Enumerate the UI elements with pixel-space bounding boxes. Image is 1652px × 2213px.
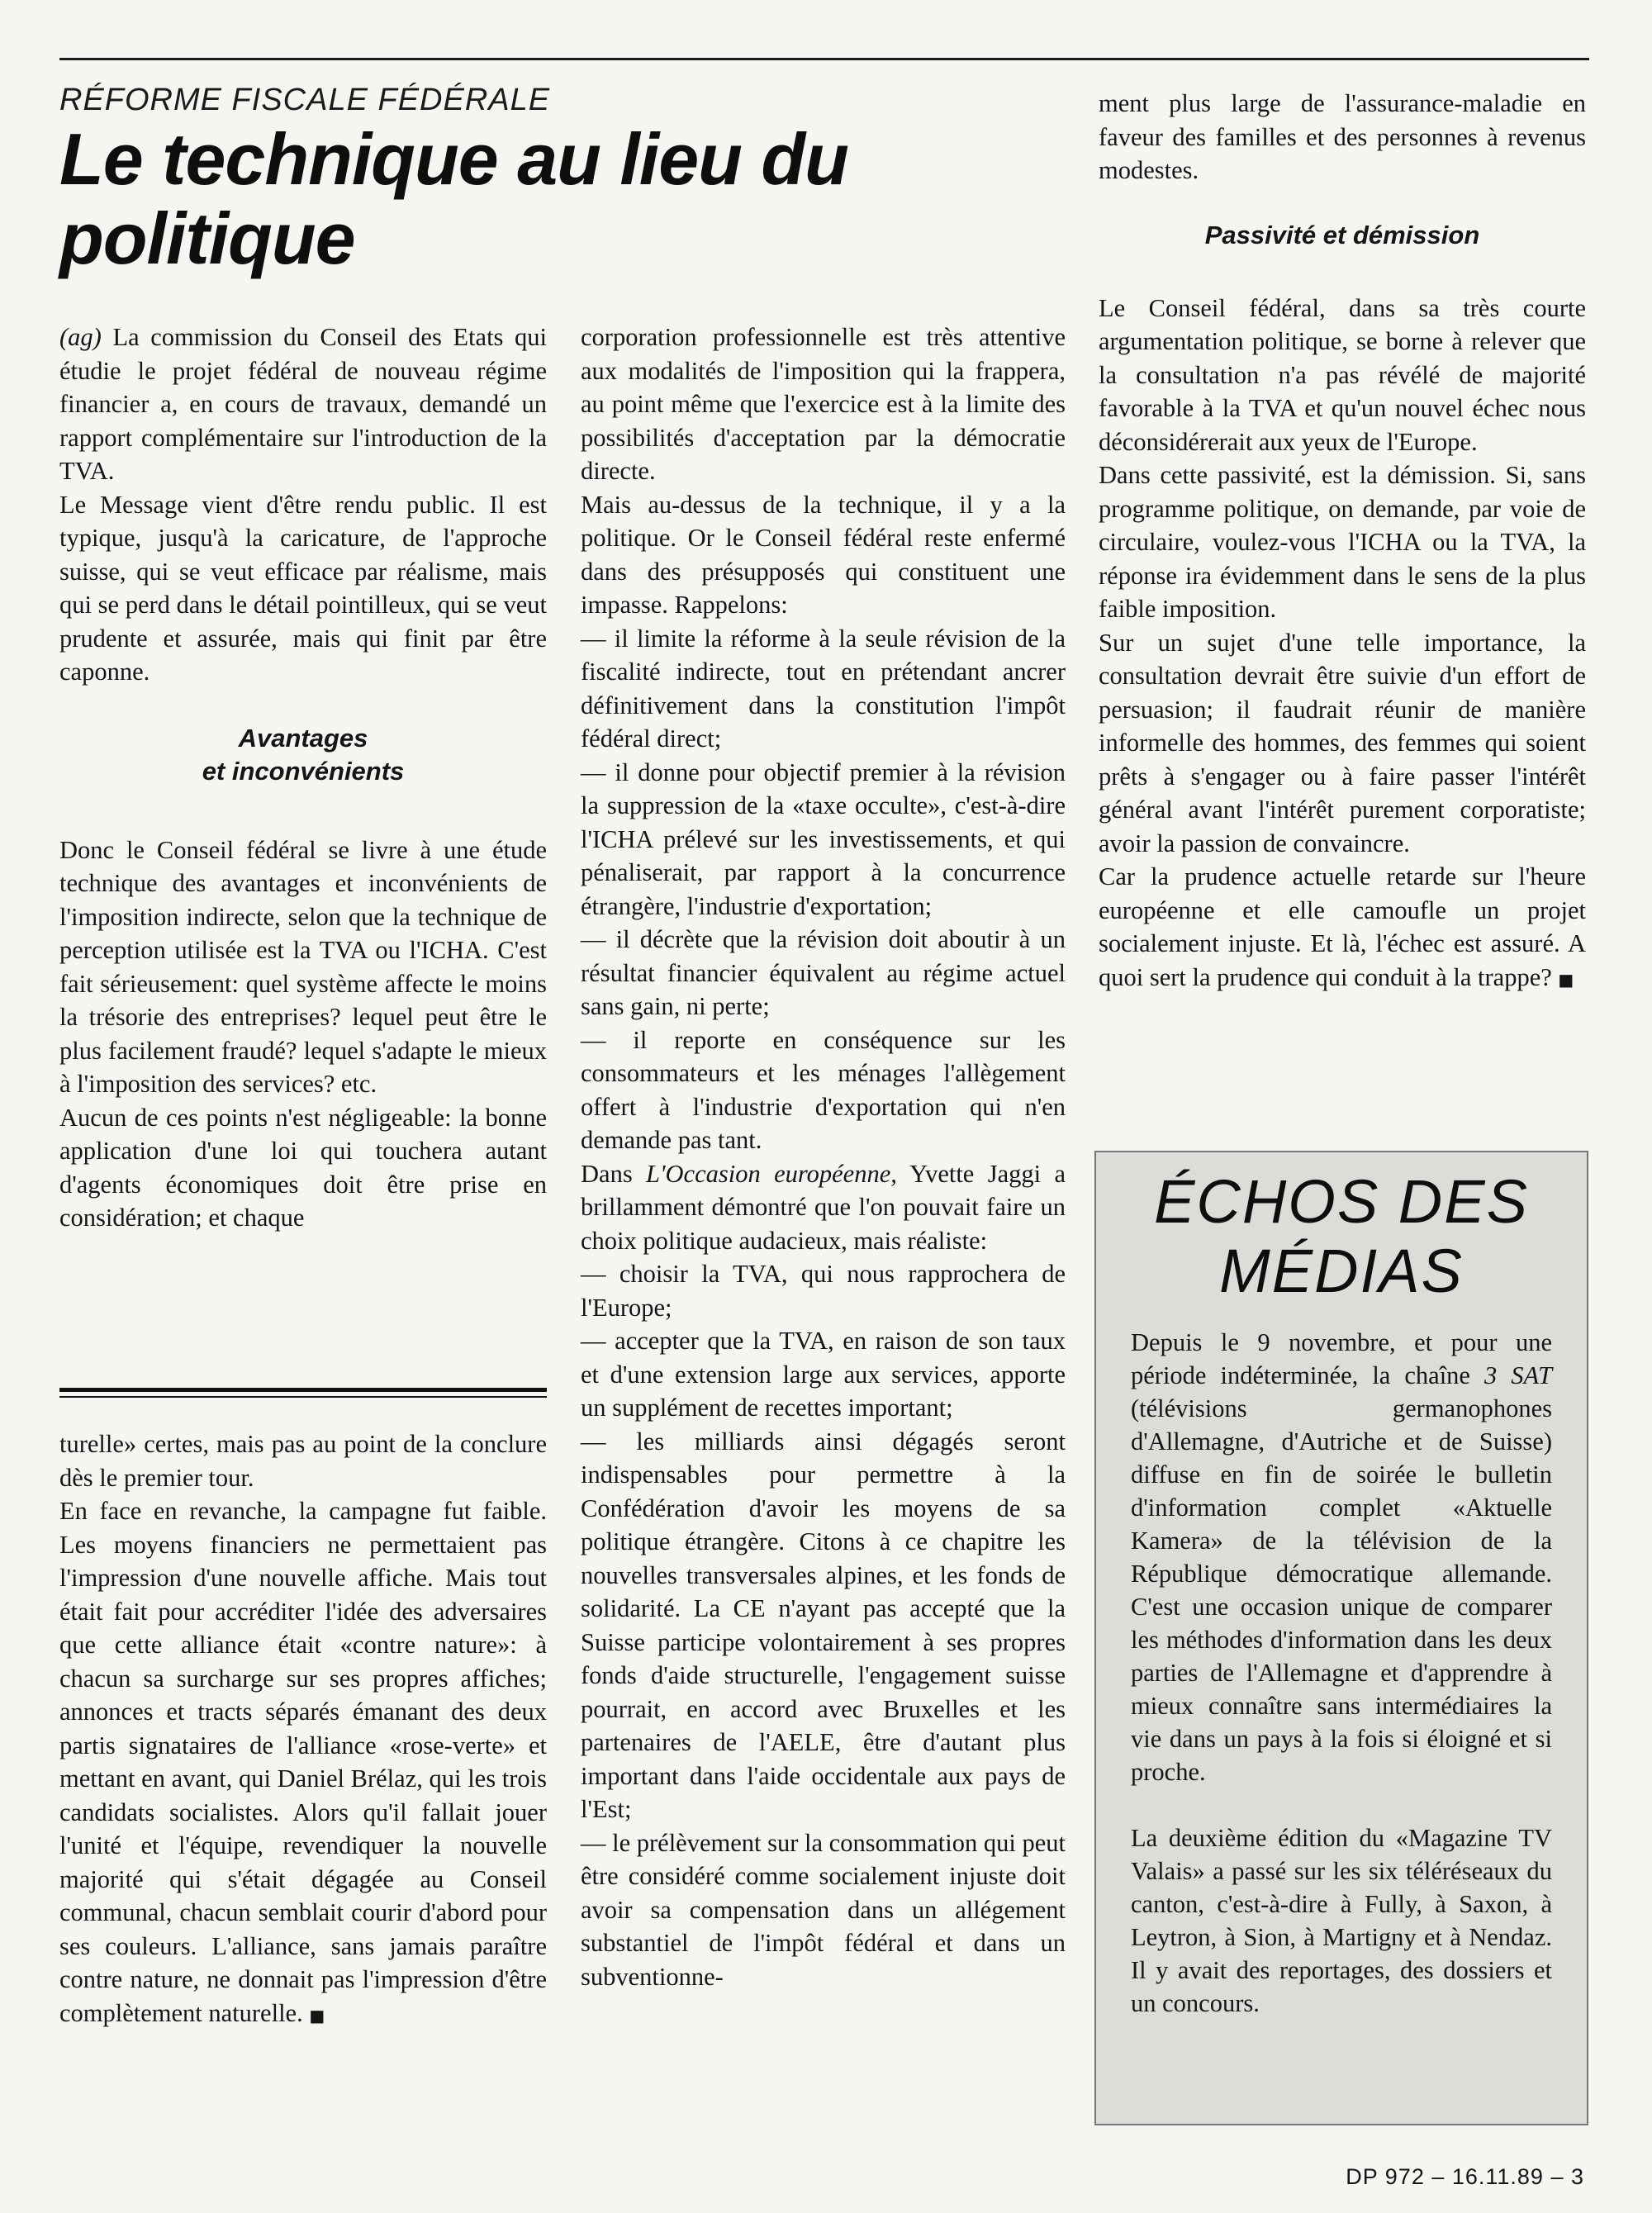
paragraph: La deuxième édition du «Magazine TV Valais» a passé sur les six téléréseaux du canton, c'est-à-dire à Fully, à Saxon, à Leytron, à Sion, à Martigny et à Nendaz. Il y avait des reportages, des dossiers et un concours. [1131,1824,1552,2017]
paragraph-text: La commission du Conseil des Etats qui étudie le projet fédéral de nouveau régime financier a, en cours de travaux, demandé un rapport complémentaire sur l'introduction de la TVA. [59,323,547,485]
top-rule [59,58,1589,60]
media-echoes-box [1094,1151,1588,2125]
subhead-avantages: Avantages et inconvénients [202,723,405,786]
paragraph: corporation professionnelle est très attentive aux modalités de l'imposition qui la frappera, au point même que l'exercice est à la limite des possibilités d'acceptation par la démocratie directe. [581,323,1066,485]
list-item: — choisir la TVA, qui nous rapprochera de l'Europe; [581,1260,1066,1322]
paragraph: Donc le Conseil fédéral se livre à une étude technique des avantages et inconvénients de l'imposition indirecte, selon que la technique de perception utilisée est la TVA ou l'ICHA. C'est fait sérieusement: quel système affecte le moins la trésorie des entreprises? lequel peut être le plus facilement fraudé? lequel s'adapte le mieux à l'imposition des services? etc. [59,835,547,1098]
paragraph: En face en revanche, la campagne fut faible. Les moyens financiers ne permettaient pas l'impression d'une nouvelle affiche. Mais tout était fait pour accréditer l'idée des adversaires que cette alliance était «contre nature»: à chacun sa surcharge sur ses propres affiches; annonces et tracts séparés émanant des deux partis signataires de l'alliance «rose-verte» et mettant en avant, qui Daniel Brélaz, qui les trois candidats socialistes. Alors qu'il fallait jouer l'unité et l'équipe, revendiquer la nouvelle majorité qui s'était dégagée au Conseil communal, chacun semblait courir d'abord pour ses couleurs. L'alliance, sans jamais paraître contre nature, ne donnait pas l'impression d'être complètement naturelle. ■ [59,1497,547,2027]
list-item: — le prélèvement sur la consommation qui peut être considéré comme socialement injuste doit avoir sa compensation dans un allégement substantiel de l'impôt fédéral et dans un subventionne- [581,1828,1066,1991]
box-text [1131,1326,1552,2020]
column-2 [581,321,1066,1993]
paragraph: Mais au-dessus de la technique, il y a la politique. Or le Conseil fédéral reste enfermé dans des présupposés qui constituent une impasse. Rappelons: [581,490,1066,619]
paragraph: Depuis le 9 novembre, et pour une période indéterminée, la chaîne 3 SAT (télévisions germanophones d'Allemagne, d'Autriche et de Suisse) diffuse en fin de soirée le bulletin d'information complet «Aktuelle Kamera» de la télévision de la République démocratique allemande. C'est une occasion unique de comparer les méthodes d'information dans les deux parties de l'Allemagne et d'apprendre à mieux connaître sans intermédiaires la vie dans un pays à la fois si éloigné et si proche. [1131,1328,1552,1786]
article-headline: Le technique au lieu du politique [59,118,848,279]
paragraph: Le Conseil fédéral, dans sa très courte argumentation politique, se borne à relever que la consultation n'a pas révélé de majorité favorable à la TVA et qu'un nouvel échec nous déconsidérerait aux yeux de l'Europe. [1099,293,1586,456]
section-divider [59,1388,547,1392]
column-1-lower [59,1427,547,2032]
book-title: L'Occasion européenne, [646,1159,897,1188]
paragraph: Aucun de ces points n'est négligeable: la bonne application d'une loi qui touchera autant d'agents économiques doit être prise en considération; et chaque [59,1103,547,1232]
list-item: — les milliards ainsi dégagés seront indispensables pour permettre à la Confédération d'avoir les moyens de sa politique étrangère. Citons à ce chapitre les nouvelles transversales alpines, et les fonds de solidarité. La CE n'ayant pas accepté que la Suisse participe volontairement à ses propres fonds d'aide structurelle, l'engagement suisse pourrait, en accord avec Bruxelles et les partenaires de l'AELE, être d'autant plus important dans l'aide occidentale aux pays de l'Est; [581,1427,1066,1823]
column-1-upper [59,321,547,1235]
paragraph: Dans cette passivité, est la démission. Si, sans programme politique, on demande, par voie de circulaire, voulez-vous l'ICHA ou la TVA, la réponse ira évidemment dans le sens de la plus faible imposition. [1099,461,1586,623]
end-mark: ■ [1558,969,1574,990]
column-3 [1099,87,1586,996]
paragraph: Le Message vient d'être rendu public. Il est typique, jusqu'à la caricature, de l'approche suisse, qui se veut efficace par réalisme, mais qui se perd dans le détail pointilleux, qui se veut prudente et assurée, mais qui finit par être caponne. [59,490,547,686]
section-divider-thin [59,1396,547,1398]
list-item: — il limite la réforme à la seule révision de la fiscalité indirecte, tout en prétendant ancrer définitivement dans la constitution l'impôt fédéral direct; [581,624,1066,753]
paragraph: turelle» certes, mais pas au point de la conclure dès le premier tour. [59,1430,547,1492]
paragraph [59,321,547,488]
list-item: — il décrète que la révision doit aboutir à un résultat financier équivalent au régime actuel sans gain, ni perte; [581,925,1066,1020]
page-footer: DP 972 – 16.11.89 – 3 [1346,2164,1584,2189]
paragraph: Car la prudence actuelle retarde sur l'heure européenne et elle camoufle un projet socialement injuste. Et là, l'échec est assuré. A quoi sert la prudence qui conduit à la trappe? ■ [1099,862,1586,991]
paragraph: Dans L'Occasion européenne, Yvette Jaggi a brillamment démontré que l'on pouvait faire un choix politique audacieux, mais réaliste: [581,1159,1066,1255]
list-item: — il donne pour objectif premier à la révision la suppression de la «taxe occulte», c'est-à-dire l'ICHA prélevé sur les investissements, et qui pénaliserait, par rapport à la concurrence étrangère, l'industrie d'exportation; [581,757,1066,920]
paragraph: ment plus large de l'assurance-maladie en faveur des familles et des personnes à revenus modestes. [1099,89,1586,184]
list-item: — accepter que la TVA, en raison de son taux et d'une extension large aux services, apporte un supplément de recettes important; [581,1327,1066,1422]
paragraph: Sur un sujet d'une telle importance, la consultation devrait être suivie d'un effort de persuasion; il faudrait réunir de manière informelle des hommes, des femmes qui soient prêts à s'engager ou à faire passer l'intérêt général avant l'intérêt purement corporatiste; avoir la passion de convaincre. [1099,628,1586,857]
channel-name: 3 SAT [1484,1361,1552,1389]
author-tag: (ag) [59,323,102,351]
end-mark: ■ [309,2005,325,2025]
list-item: — il reporte en conséquence sur les consommateurs et les ménages l'allègement offert à l'industrie d'exportation qui n'en demande pas tant. [581,1025,1066,1154]
subhead-passivite: Passivité et démission [1204,220,1480,249]
box-title: ÉCHOS DES MÉDIAS [1154,1167,1529,1305]
section-kicker: RÉFORME FISCALE FÉDÉRALE [59,83,551,117]
